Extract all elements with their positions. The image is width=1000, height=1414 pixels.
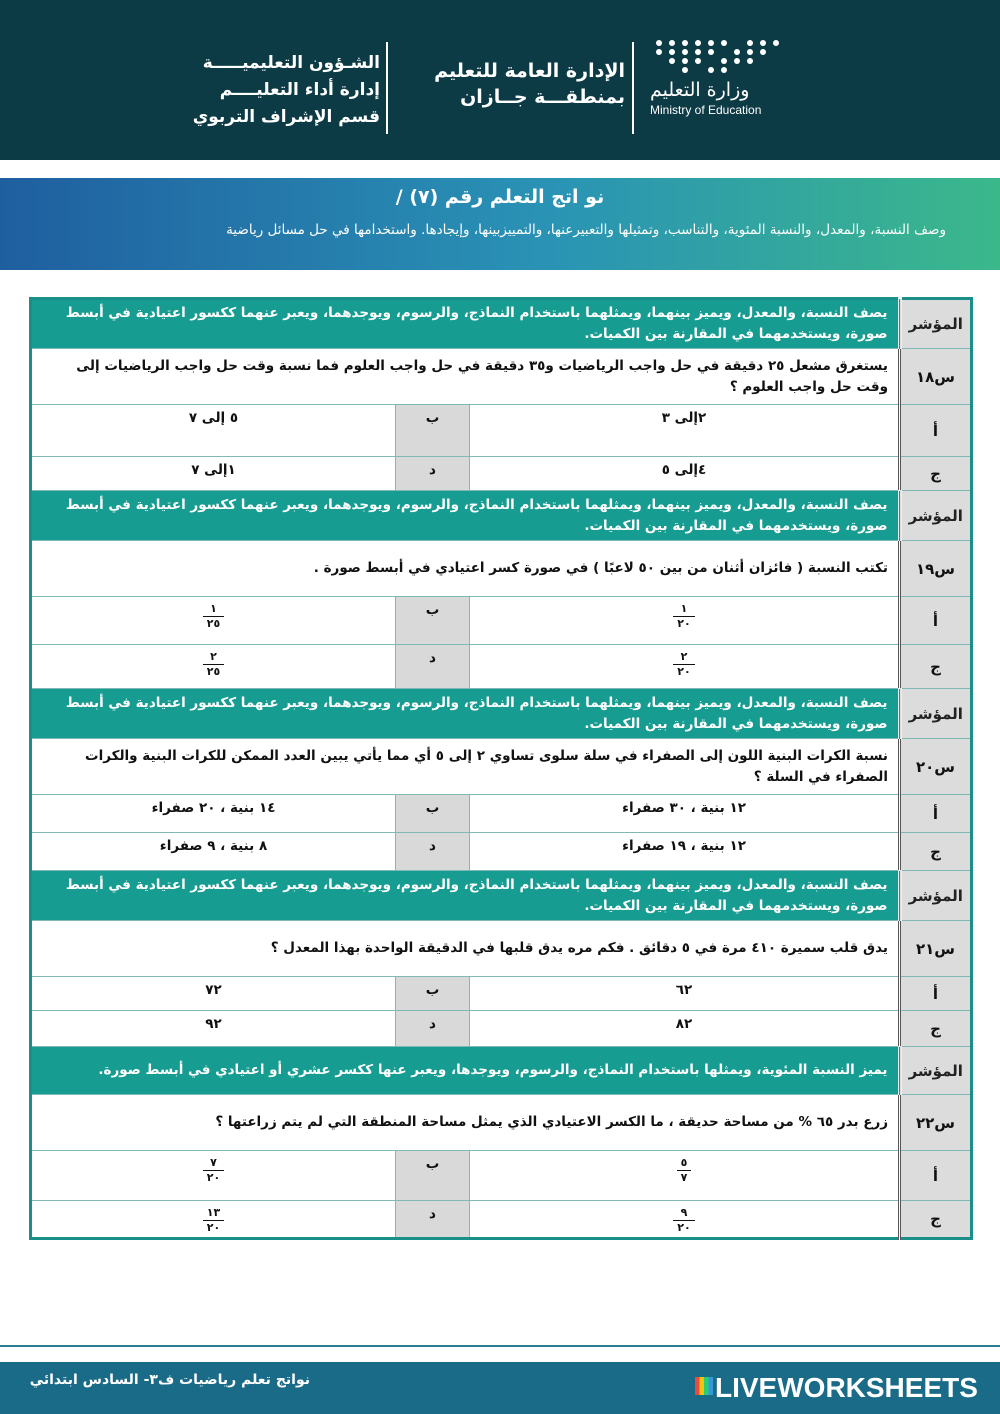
numerator: ١ [210, 602, 217, 615]
answer-option-a[interactable]: ١٢ بنية ، ٣٠ صفراء [470, 795, 900, 833]
fraction [203, 650, 224, 679]
indicator-text: يصف النسبة، والمعدل، ويميز بينهما، ويمثلهما باستخدام النماذج، والرسوم، ويوجدهما، ويعبر عنهما ككسور اعتيادية في أبسط صورة، ويستخدمهما في المقارنة بين الكميات. [31, 871, 900, 921]
answer-option-a[interactable] [470, 597, 900, 645]
indicator-row [31, 871, 972, 921]
denominator: ٢٠ [673, 1220, 694, 1235]
questions-table [29, 297, 973, 1240]
indicator-label: المؤشر [900, 1047, 972, 1095]
option-label-d: د [396, 833, 470, 871]
question-text: نسبة الكرات البنية اللون إلى الصفراء في سلة سلوى تساوي ٢ إلى ٥ أي مما يأتي يبين العدد الممكن للكرات البنية والكرات الصفراء في السلة ؟ [31, 739, 900, 795]
option-label-c: ج [900, 1201, 972, 1239]
option-label-b: ب [396, 795, 470, 833]
question-number: س١٨ [900, 349, 972, 405]
answer-option-c[interactable]: ٤إلى ٥ [470, 457, 900, 491]
indicator-text: يصف النسبة، والمعدل، ويميز بينهما، ويمثلهما باستخدام النماذج، والرسوم، ويوجدهما، ويعبر عنهما ككسور اعتيادية في أبسط صورة، ويستخدمهما في المقارنة بين الكميات. [31, 299, 900, 349]
indicator-label: المؤشر [900, 299, 972, 349]
indicator-text: يميز النسبة المئوية، ويمثلها باستخدام النماذج، والرسوم، ويوجدها، ويعبر عنها ككسر عشري أو اعتيادي في أبسط صورة. [31, 1047, 900, 1095]
liveworksheets-icon [695, 1377, 713, 1395]
option-label-a: أ [900, 405, 972, 457]
indicator-row [31, 689, 972, 739]
options-row [31, 645, 972, 689]
options-row [31, 833, 972, 871]
denominator: ٢٥ [203, 616, 224, 631]
options-row [31, 457, 972, 491]
outcome-title: نو اتج التعلم رقم (٧) / [395, 186, 605, 208]
indicator-text: يصف النسبة، والمعدل، ويميز بينهما، ويمثلهما باستخدام النماذج، والرسوم، ويوجدهما، ويعبر عنهما ككسور اعتيادية في أبسط صورة، ويستخدمهما في المقارنة بين الكميات. [31, 491, 900, 541]
question-number: س١٩ [900, 541, 972, 597]
liveworksheets-logo [695, 1372, 978, 1404]
footer-line [0, 1345, 1000, 1347]
option-label-b: ب [396, 597, 470, 645]
question-text: تكتب النسبة ( فائزان أثنان من بين ٥٠ لاعبًا ) في صورة كسر اعتيادي في أبسط صورة . [31, 541, 900, 597]
dept-line2: إدارة أداء التعليــــم [219, 80, 380, 100]
answer-option-b[interactable] [31, 597, 396, 645]
options-row [31, 977, 972, 1011]
option-label-a: أ [900, 977, 972, 1011]
options-row [31, 405, 972, 457]
header-divider [386, 42, 388, 134]
question-row [31, 541, 972, 597]
question-number: س٢٠ [900, 739, 972, 795]
question-row [31, 1095, 972, 1151]
denominator: ٢٠ [203, 1170, 224, 1185]
ministry-logo [650, 40, 795, 140]
question-text: يستغرق مشعل ٢٥ دقيقة في حل واجب الرياضيات و٣٥ دقيقة في حل واجب العلوم فما نسبة وقت حل واجب الرياضيات إلى وقت حل واجب العلوم ؟ [31, 349, 900, 405]
options-row [31, 795, 972, 833]
answer-option-a[interactable] [470, 1151, 900, 1201]
question-text: زرع بدر ٦٥ % من مساحة حديقة ، ما الكسر الاعتيادي الذي يمثل مساحة المنطقة التي لم يتم زراعتها ؟ [31, 1095, 900, 1151]
answer-option-a[interactable]: ٢إلى ٣ [470, 405, 900, 457]
ministry-dots-icon [656, 40, 786, 73]
indicator-row [31, 491, 972, 541]
option-label-a: أ [900, 1151, 972, 1201]
option-label-d: د [396, 1201, 470, 1239]
question-text: يدق قلب سميرة ٤١٠ مرة في ٥ دقائق . فكم مره يدق قلبها في الدقيقة الواحدة بهذا المعدل ؟ [31, 921, 900, 977]
options-row [31, 1201, 972, 1239]
education-admin [405, 58, 625, 110]
indicator-label: المؤشر [900, 689, 972, 739]
answer-option-a[interactable]: ٦٢ [470, 977, 900, 1011]
denominator: ٢٠ [203, 1220, 224, 1235]
option-label-a: أ [900, 795, 972, 833]
fraction [677, 1156, 692, 1185]
answer-option-c[interactable] [470, 1201, 900, 1239]
department [160, 50, 380, 131]
ministry-name-en: Ministry of Education [650, 103, 762, 117]
numerator: ٢ [680, 650, 688, 663]
answer-option-b[interactable] [31, 1151, 396, 1201]
option-label-c: ج [900, 457, 972, 491]
options-row [31, 1011, 972, 1047]
numerator: ٩ [680, 1206, 688, 1219]
answer-option-d[interactable]: ٨ بنية ، ٩ صفراء [31, 833, 396, 871]
indicator-row [31, 1047, 972, 1095]
answer-option-d[interactable] [31, 1201, 396, 1239]
option-label-b: ب [396, 405, 470, 457]
option-label-a: أ [900, 597, 972, 645]
indicator-label: المؤشر [900, 491, 972, 541]
admin-line1: الإدارة العامة للتعليم [434, 60, 625, 82]
question-row [31, 739, 972, 795]
dept-line1: الشـؤون التعليميـــــة [202, 53, 380, 73]
option-label-d: د [396, 457, 470, 491]
option-label-d: د [396, 645, 470, 689]
answer-option-b[interactable]: ٥ إلى ٧ [31, 405, 396, 457]
page-footer [0, 1362, 1000, 1414]
footer-text: نواتج تعلم رياضيات ف٣- السادس ابتدائي [29, 1372, 310, 1388]
question-number: س٢٢ [900, 1095, 972, 1151]
option-label-b: ب [396, 977, 470, 1011]
fraction [673, 602, 694, 631]
answer-option-d[interactable]: ٩٢ [31, 1011, 396, 1047]
option-label-d: د [396, 1011, 470, 1047]
indicator-label: المؤشر [900, 871, 972, 921]
answer-option-d[interactable] [31, 645, 396, 689]
brand-name: LIVEWORKSHEETS [715, 1372, 978, 1403]
indicator-text: يصف النسبة، والمعدل، ويميز بينهما، ويمثلهما باستخدام النماذج، والرسوم، ويوجدهما، ويعبر عنهما ككسور اعتيادية في أبسط صورة، ويستخدمهما في المقارنة بين الكميات. [31, 689, 900, 739]
numerator: ٧ [210, 1156, 217, 1169]
header-divider [632, 42, 634, 134]
option-label-c: ج [900, 645, 972, 689]
fraction [203, 1156, 224, 1185]
option-label-b: ب [396, 1151, 470, 1201]
answer-option-b[interactable]: ٧٢ [31, 977, 396, 1011]
fraction [673, 650, 694, 679]
answer-option-c[interactable]: ٨٢ [470, 1011, 900, 1047]
outcome-band [0, 178, 1000, 270]
page-header [0, 0, 1000, 160]
question-number: س٢١ [900, 921, 972, 977]
options-row [31, 597, 972, 645]
numerator: ١٣ [206, 1206, 221, 1219]
fraction [673, 1206, 694, 1235]
dept-line3: قسم الإشراف التربوي [192, 107, 380, 127]
numerator: ٢ [210, 650, 217, 663]
denominator: ٢٠ [673, 616, 694, 631]
option-label-c: ج [900, 833, 972, 871]
options-row [31, 1151, 972, 1201]
denominator: ٢٠ [673, 664, 694, 679]
numerator: ٥ [680, 1156, 688, 1169]
question-row [31, 349, 972, 405]
question-row [31, 921, 972, 977]
admin-line2: بمنطقـــة جــازان [460, 86, 625, 108]
fraction [203, 602, 224, 631]
answer-option-c[interactable] [470, 645, 900, 689]
answer-option-c[interactable]: ١٢ بنية ، ١٩ صفراء [470, 833, 900, 871]
answer-option-d[interactable]: ١إلى ٧ [31, 457, 396, 491]
denominator: ٧ [677, 1170, 692, 1185]
fraction [203, 1206, 224, 1235]
outcome-description: وصف النسبة، والمعدل، والنسبة المئوية، والتناسب، وتمثيلها والتعبيرعنها، والتمييزبينها، وإيجادها. واستخدامها في حل مسائل رياضية [226, 222, 946, 238]
ministry-name-ar: وزارة التعليم [650, 79, 750, 101]
numerator: ١ [680, 602, 688, 615]
indicator-row [31, 299, 972, 349]
answer-option-b[interactable]: ١٤ بنية ، ٢٠ صفراء [31, 795, 396, 833]
option-label-c: ج [900, 1011, 972, 1047]
denominator: ٢٥ [203, 664, 224, 679]
